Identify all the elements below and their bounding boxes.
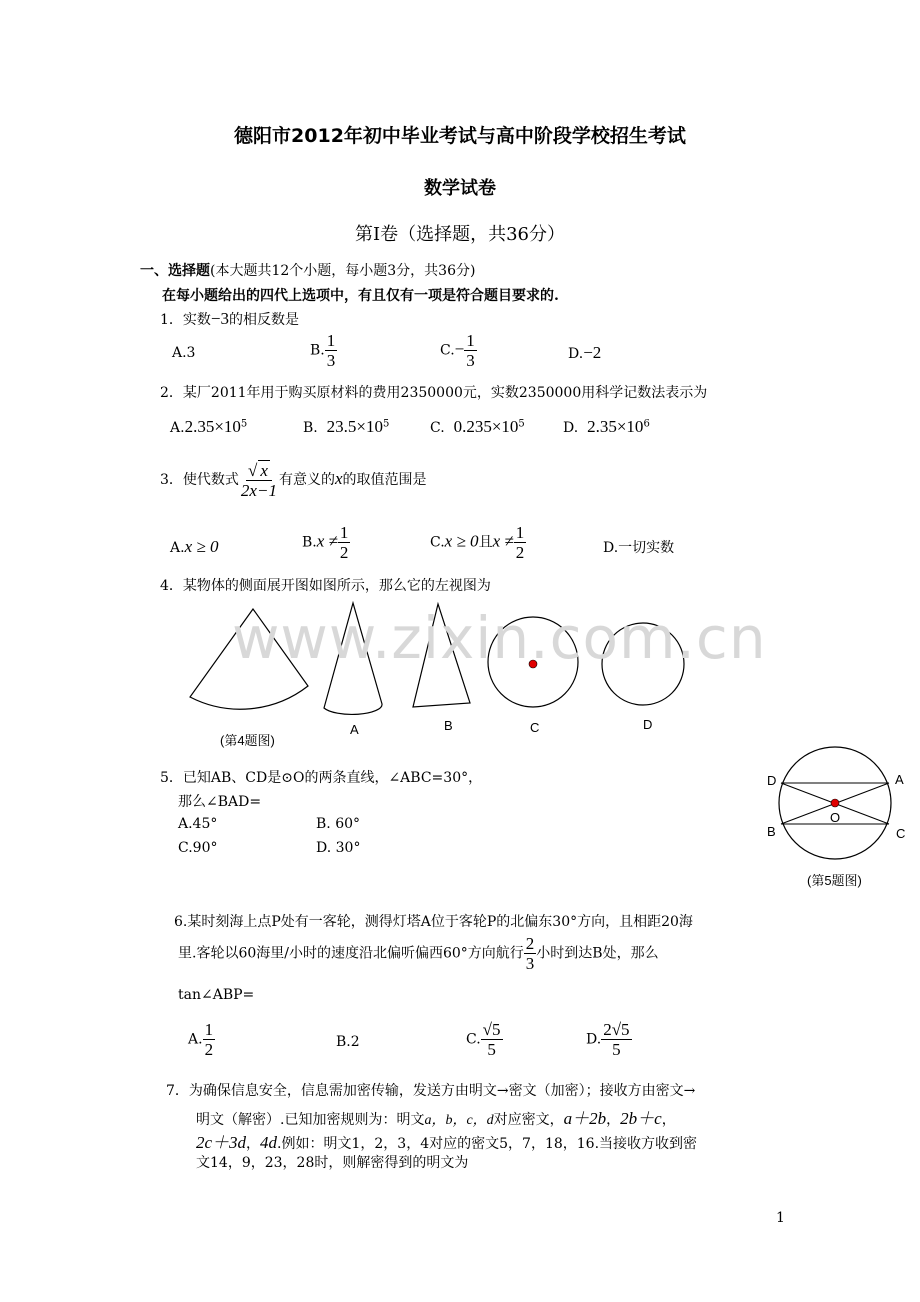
question-5-stem-line2: 那么∠BAD=	[178, 794, 262, 810]
part-note: (本大题共12个小题，每小题3分，共36分)	[210, 263, 476, 279]
q2-option-b-exp: 5	[383, 418, 390, 430]
q2-option-a-value: 2.35×10	[184, 417, 241, 436]
frac-num: 2√5	[603, 1020, 630, 1039]
frac-num: 1	[515, 523, 525, 542]
frac-den: 5	[487, 1040, 496, 1059]
question-7-line2	[196, 1104, 676, 1129]
q1-option-b-label: B.	[310, 342, 325, 359]
q3-option-a-value: x ≥ 0	[184, 537, 219, 556]
q3-option-c-value1: x ≥ 0	[444, 531, 479, 551]
question-6-line1: 6.某时刻海上点P处有一客轮，测得灯塔A位于客轮P的北偏东30°方向，且相距20海	[174, 914, 693, 930]
q5-point-o: O	[830, 810, 841, 825]
q4-label-c: C	[530, 720, 540, 735]
q7-variables: a，b，c，d	[424, 1113, 494, 1128]
q1-stem-b: 的相反数是	[229, 312, 300, 328]
q2-option-c-exp: 5	[518, 418, 525, 430]
question-6-line3: tan∠ABP=	[178, 987, 255, 1003]
q1-option-c-label: C.	[440, 342, 455, 359]
q2-option-b-label: B.	[303, 420, 318, 436]
q5-point-d: D	[767, 773, 777, 788]
q1-stem-a: 1．实数	[160, 312, 211, 328]
q7-sep: ，	[606, 1112, 621, 1128]
q2-option-c-value: 0.235×10	[453, 417, 519, 436]
q5-option-d: D. 30°	[316, 840, 361, 856]
frac-den: 5	[612, 1040, 621, 1059]
q7-line3-b: .例如：明文1，2，3，4对应的密文5，7，18，16.当接收方收到密	[277, 1136, 698, 1152]
frac-num: 1	[466, 331, 475, 350]
q2-option-a-label: A.	[170, 420, 185, 436]
frac-num: 1	[204, 1020, 214, 1039]
q3-option-a-label: A.	[170, 540, 185, 556]
q6-option-c	[466, 1020, 503, 1059]
q2-option-c-label: C.	[430, 420, 445, 436]
q7-line2-a: 明文（解密）.已知加密规则为：明文	[196, 1112, 425, 1128]
q6-option-d-label: D.	[586, 1031, 602, 1048]
q2-option-a-exp: 5	[240, 418, 248, 430]
question-4-stem: 4．某物体的侧面展开图如图所示，那么它的左视图为	[160, 578, 491, 594]
q5-center-dot	[831, 799, 839, 807]
q5-point-a: A	[895, 772, 904, 787]
question-7-line4: 文14，9，23，28时，则解密得到的明文为	[196, 1155, 469, 1171]
page-title: 德阳市2012年初中毕业考试与高中阶段学校招生考试	[234, 125, 686, 147]
q3-var-x: x	[334, 469, 343, 488]
q6-option-d-frac	[601, 1020, 631, 1059]
section-heading: 第Ⅰ卷（选择题，共36分）	[354, 224, 565, 245]
q6-option-d	[586, 1020, 632, 1059]
watermark: www.zixin.com.cn	[232, 604, 767, 672]
q1-option-a: A.3	[172, 345, 196, 361]
page-subtitle: 数学试卷	[424, 178, 496, 199]
q7-sep: ，	[661, 1112, 676, 1128]
q3-option-b-label: B.	[302, 534, 317, 551]
q7-expr-1: a＋2b	[563, 1109, 607, 1128]
q7-expr-4: 4d	[260, 1133, 278, 1152]
question-2-stem: 2．某厂2011年用于购买原材料的费用2350000元，实数2350000用科学记数法表示为	[160, 385, 708, 401]
q4-label-d: D	[643, 717, 653, 732]
q6-line2-b: 小时到达B处，那么	[536, 945, 659, 962]
q3-stem-a: 3．使代数式	[160, 472, 239, 488]
q6-line2-a: 里.客轮以60海里/小时的速度沿北偏听偏西60°方向航行	[178, 945, 524, 962]
q5-figure-caption: (第5题图)	[807, 873, 862, 888]
frac-den: 2	[339, 543, 349, 562]
q4-figure-caption: (第4题图)	[220, 733, 275, 748]
frac-num: √ x	[246, 460, 272, 481]
question-7-line3	[196, 1128, 697, 1153]
q6-option-b: B.2	[336, 1034, 360, 1050]
q2-option-d-exp: 6	[643, 418, 650, 430]
q1-minus-sign: −	[454, 339, 465, 359]
q5-point-c: C	[896, 826, 906, 841]
frac-den: 3	[326, 351, 336, 370]
q3-option-c-label: C.	[430, 534, 445, 551]
question-6-line2	[178, 934, 659, 973]
q5-option-c: C.90°	[178, 840, 218, 856]
q3-option-c-value2: x ≠	[492, 531, 514, 551]
q5-option-a: A.45°	[178, 816, 218, 832]
frac-den: 2	[515, 543, 525, 562]
q1-value: −3	[210, 309, 230, 328]
q6-option-c-label: C.	[466, 1031, 481, 1048]
q6-option-c-frac	[481, 1020, 503, 1059]
frac-num: 2	[525, 934, 535, 953]
question-5-stem-line1: 5．已知AB、CD是⊙O的两条直线，∠ABC=30°，	[160, 770, 483, 786]
frac-den: 2x−1	[240, 481, 277, 500]
q5-option-b: B. 60°	[316, 816, 361, 832]
q6-option-a-frac	[203, 1020, 216, 1059]
frac-den: 3	[466, 351, 475, 370]
q6-time-frac	[524, 934, 537, 973]
q3-option-b-value: x ≠	[316, 531, 338, 551]
q7-expr-3: 2c＋3d	[196, 1133, 247, 1152]
q3-radicand: x	[260, 461, 268, 480]
q2-option-b-value: 23.5×10	[326, 417, 383, 436]
page-number: 1	[776, 1210, 785, 1226]
q2-option-d-label: D.	[563, 420, 579, 436]
q6-option-a	[188, 1020, 215, 1059]
q3-option-d: D.一切实数	[603, 540, 675, 556]
q7-line2-b: 对应密文，	[493, 1112, 564, 1128]
part-label: 一、选择题	[140, 263, 210, 279]
q2-option-d-value: 2.35×10	[587, 417, 644, 436]
q3-stem-b: 有意义的	[278, 472, 335, 488]
q7-expr-2: 2b＋c	[620, 1109, 662, 1128]
frac-den: 3	[525, 954, 535, 973]
question-7-line1: 7．为确保信息安全，信息需加密传输，发送方由明文→密文（加密）；接收方由密文→	[166, 1083, 696, 1099]
part-instruction: 在每小题给出的四代上选项中，有且仅有一项是符合题目要求的.	[162, 288, 559, 304]
q3-stem-c: 的取值范围是	[342, 472, 427, 488]
frac-den: 2	[204, 1040, 214, 1059]
q6-option-a-label: A.	[188, 1031, 203, 1048]
q7-sep: ，	[246, 1136, 261, 1152]
frac-num: √5	[482, 1020, 501, 1039]
frac-num: 1	[326, 331, 336, 350]
frac-num: 1	[339, 523, 349, 542]
q3-option-c-and: 且	[478, 534, 493, 551]
q1-option-d-value: −2	[583, 343, 602, 362]
q4-label-b: B	[444, 718, 453, 733]
q5-point-b: B	[767, 824, 776, 839]
q1-option-d-label: D.	[568, 346, 584, 362]
q4-label-a: A	[350, 722, 359, 737]
